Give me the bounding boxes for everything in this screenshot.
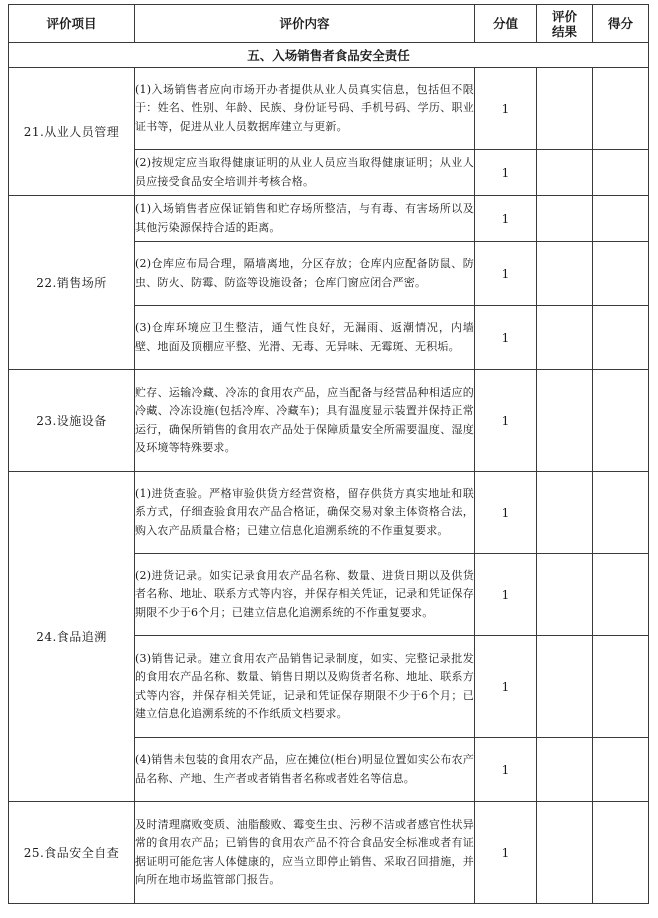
content-cell: 贮存、运输冷藏、冷冻的食用农产品，应当配备与经营品种相适应的冷藏、冷冻设施(包括冷库、冷藏车)；具有温度显示装置并保持正常运行，确保所销售的食用农产品处于保障质量安全所需要温度、湿度及环境等特殊要求。 — [135, 370, 475, 472]
content-cell: (2)仓库应布局合理，隔墙离地，分区存放；仓库内应配备防鼠、防虫、防火、防霉、防盗等设施设备；仓库门窗应闭合严密。 — [135, 242, 475, 306]
score-cell: 1 — [475, 802, 537, 904]
score-cell: 1 — [475, 150, 537, 196]
header-score: 分值 — [475, 5, 537, 43]
points-cell[interactable] — [593, 242, 649, 306]
points-cell[interactable] — [593, 306, 649, 370]
result-cell[interactable] — [537, 370, 593, 472]
content-cell: (1)入场销售者应保证销售和贮存场所整洁，与有毒、有害场所以及其他污染源保持合适的距离。 — [135, 196, 475, 242]
score-cell: 1 — [475, 738, 537, 802]
header-result-line2: 结果 — [551, 23, 577, 39]
table-row — [9, 802, 649, 904]
content-cell: (2)进货记录。如实记录食用农产品名称、数量、进货日期以及供货者名称、地址、联系方式等内容，并保存相关凭证，记录和凭证保存期限不少于6个月；已建立信息化追溯系统的不作重复要求。 — [135, 554, 475, 636]
score-cell: 1 — [475, 554, 537, 636]
item-cell: 21.从业人员管理 — [9, 68, 135, 196]
score-cell: 1 — [475, 196, 537, 242]
result-cell[interactable] — [537, 306, 593, 370]
content-cell: (4)销售未包装的食用农产品，应在摊位(柜台)明显位置如实公布农产品名称、产地、生产者或者销售者名称或者姓名等信息。 — [135, 738, 475, 802]
score-cell: 1 — [475, 242, 537, 306]
points-cell[interactable] — [593, 472, 649, 554]
header-row — [9, 5, 649, 43]
score-cell: 1 — [475, 68, 537, 150]
points-cell[interactable] — [593, 370, 649, 472]
content-cell: (2)按规定应当取得健康证明的从业人员应当取得健康证明；从业人员应接受食品安全培训并考核合格。 — [135, 150, 475, 196]
points-cell[interactable] — [593, 554, 649, 636]
item-cell: 22.销售场所 — [9, 196, 135, 370]
result-cell[interactable] — [537, 472, 593, 554]
content-cell: 及时清理腐败变质、油脂酸败、霉变生虫、污秽不洁或者感官性状异常的食用农产品；已销售的食用农产品不符合食品安全标准或者有证据证明可能危害人体健康的，应当立即停止销售、采取召回措施，并向所在地市场监管部门报告。 — [135, 802, 475, 904]
score-cell: 1 — [475, 636, 537, 738]
table-row — [9, 370, 649, 472]
content-cell: (3)销售记录。建立食用农产品销售记录制度，如实、完整记录批发的食用农产品名称、数量、销售日期以及购货者名称、地址、联系方式等内容，并保存相关凭证，记录和凭证保存期限不少于6个月；已建立信息化追溯系统的不作纸质文档要求。 — [135, 636, 475, 738]
points-cell[interactable] — [593, 738, 649, 802]
score-cell: 1 — [475, 472, 537, 554]
points-cell[interactable] — [593, 150, 649, 196]
table-row — [9, 196, 649, 242]
points-cell[interactable] — [593, 802, 649, 904]
table-row — [9, 68, 649, 150]
content-cell: (1)入场销售者应向市场开办者提供从业人员真实信息，包括但不限于：姓名、性别、年龄、民族、身份证号码、手机号码、学历、职业证书等，促进从业人员数据库建立与更新。 — [135, 68, 475, 150]
item-cell: 24.食品追溯 — [9, 472, 135, 802]
table-row — [9, 472, 649, 554]
section-row — [9, 43, 649, 68]
content-cell: (3)仓库环境应卫生整洁，通气性良好，无漏雨、返潮情况，内墙壁、地面及顶棚应平整、光滑、无毒、无异味、无霉斑、无积垢。 — [135, 306, 475, 370]
score-cell: 1 — [475, 370, 537, 472]
header-content: 评价内容 — [135, 5, 475, 43]
points-cell[interactable] — [593, 68, 649, 150]
item-cell: 23.设施设备 — [9, 370, 135, 472]
content-cell: (1)进货查验。严格审验供货方经营资格，留存供货方真实地址和联系方式，仔细查验食用农产品合格证，确保交易对象主体资格合法，购入农产品质量合格；已建立信息化追溯系统的不作重复要求。 — [135, 472, 475, 554]
score-cell: 1 — [475, 306, 537, 370]
header-item: 评价项目 — [9, 5, 135, 43]
result-cell[interactable] — [537, 242, 593, 306]
points-cell[interactable] — [593, 636, 649, 738]
result-cell[interactable] — [537, 738, 593, 802]
section-title: 五、入场销售者食品安全责任 — [9, 43, 649, 68]
header-result — [537, 5, 593, 43]
result-cell[interactable] — [537, 636, 593, 738]
points-cell[interactable] — [593, 196, 649, 242]
result-cell[interactable] — [537, 68, 593, 150]
result-cell[interactable] — [537, 150, 593, 196]
header-result-line1: 评价 — [551, 8, 577, 24]
evaluation-table — [8, 4, 649, 904]
item-cell: 25.食品安全自查 — [9, 802, 135, 904]
result-cell[interactable] — [537, 554, 593, 636]
header-points: 得分 — [593, 5, 649, 43]
result-cell[interactable] — [537, 196, 593, 242]
result-cell[interactable] — [537, 802, 593, 904]
